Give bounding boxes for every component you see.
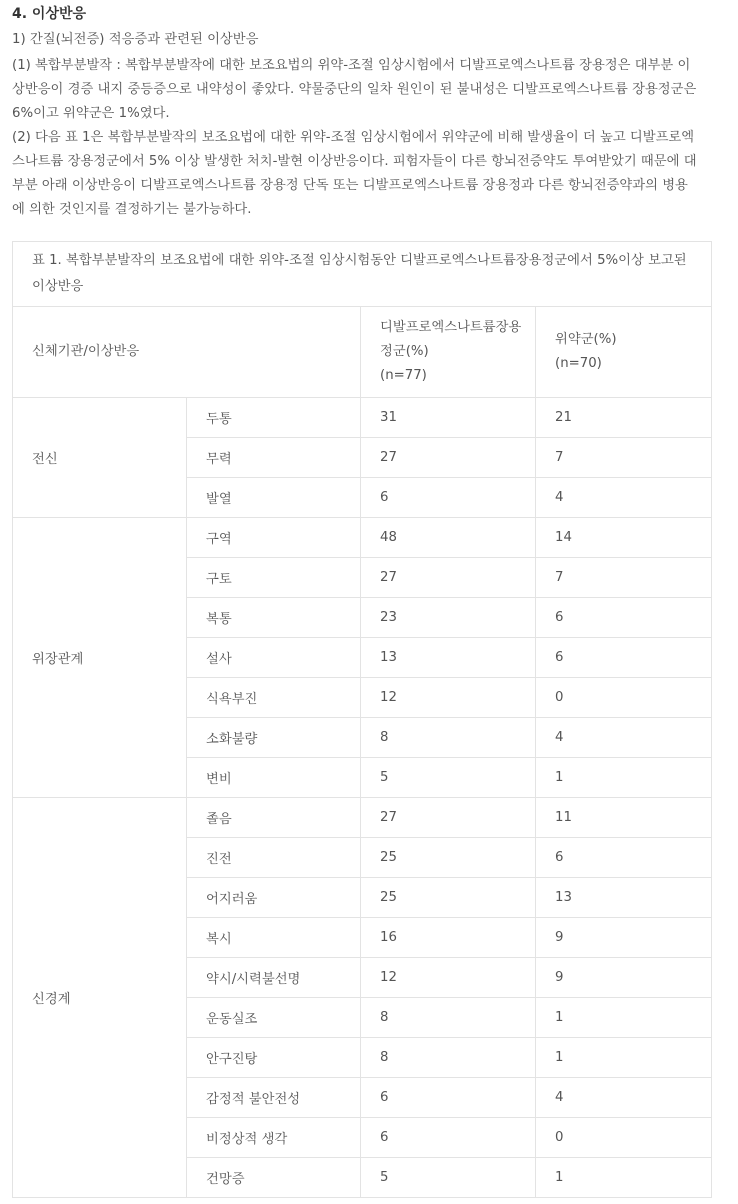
document-body <box>0 0 738 222</box>
drug-value-cell: 27 <box>361 558 536 598</box>
section-title: 4. 이상반응 <box>12 6 87 22</box>
reaction-name-cell: 복통 <box>187 598 361 638</box>
placebo-value-cell: 1 <box>536 1038 712 1078</box>
drug-value-cell: 12 <box>361 958 536 998</box>
reaction-name-cell: 안구진탕 <box>187 1038 361 1078</box>
drug-value-cell: 6 <box>361 478 536 518</box>
placebo-value-cell: 1 <box>536 758 712 798</box>
reaction-name-cell: 무력 <box>187 438 361 478</box>
drug-value-cell: 5 <box>361 758 536 798</box>
placebo-value-cell: 0 <box>536 1118 712 1158</box>
reaction-name-cell: 발열 <box>187 478 361 518</box>
drug-value-cell: 27 <box>361 798 536 838</box>
drug-value-cell: 16 <box>361 918 536 958</box>
placebo-value-cell: 1 <box>536 998 712 1038</box>
paragraph-2-line-2: 스나트륨 장용정군에서 5% 이상 발생한 처치-발현 이상반응이다. 피험자들이 다른 항뇌전증약도 투여받았기 때문에 대 <box>12 154 697 169</box>
placebo-value-cell: 21 <box>536 398 712 438</box>
paragraph-2-line-1: (2) 다음 표 1은 복합부분발작의 보조요법에 대한 위약-조절 임상시험에서 위약군에 비해 발생율이 더 높고 디발프로엑 <box>12 130 695 145</box>
drug-value-cell: 8 <box>361 718 536 758</box>
table-row <box>13 798 712 838</box>
header-placebo-line-2: (n=70) <box>555 356 602 371</box>
reaction-name-cell: 구역 <box>187 518 361 558</box>
placebo-value-cell: 6 <box>536 838 712 878</box>
placebo-value-cell: 11 <box>536 798 712 838</box>
header-drug-group <box>361 307 536 398</box>
category-cell: 신경계 <box>13 798 187 1198</box>
subsection-title: 1) 간질(뇌전증) 적응증과 관련된 이상반응 <box>12 32 259 47</box>
paragraph-1-line-1: (1) 복합부분발작 : 복합부분발작에 대한 보조요법의 위약-조절 임상시험에서 디발프로엑스나트륨 장용정은 대부분 이 <box>12 58 691 73</box>
placebo-value-cell: 7 <box>536 558 712 598</box>
drug-value-cell: 6 <box>361 1078 536 1118</box>
paragraph-2-line-3: 부분 아래 이상반응이 디발프로엑스나트륨 장용정 단독 또는 디발프로엑스나트륨 장용정과 다른 항뇌전증약과의 병용 <box>12 178 688 193</box>
placebo-value-cell: 6 <box>536 598 712 638</box>
placebo-value-cell: 4 <box>536 478 712 518</box>
reaction-name-cell: 소화불량 <box>187 718 361 758</box>
drug-value-cell: 31 <box>361 398 536 438</box>
placebo-value-cell: 6 <box>536 638 712 678</box>
header-body-system: 신체기관/이상반응 <box>13 307 361 398</box>
reaction-name-cell: 복시 <box>187 918 361 958</box>
reaction-name-cell: 약시/시력불선명 <box>187 958 361 998</box>
drug-value-cell: 25 <box>361 878 536 918</box>
paragraph-2-line-4: 에 의한 것인지를 결정하기는 불가능하다. <box>12 202 252 217</box>
placebo-value-cell: 4 <box>536 1078 712 1118</box>
table-row <box>13 518 712 558</box>
header-drug-line-3: (n=77) <box>380 368 427 383</box>
drug-value-cell: 12 <box>361 678 536 718</box>
header-placebo-group <box>536 307 712 398</box>
reaction-name-cell: 비정상적 생각 <box>187 1118 361 1158</box>
table-row <box>13 398 712 438</box>
drug-value-cell: 6 <box>361 1118 536 1158</box>
placebo-value-cell: 9 <box>536 958 712 998</box>
reaction-name-cell: 졸음 <box>187 798 361 838</box>
reaction-name-cell: 운동실조 <box>187 998 361 1038</box>
paragraph-1-line-2: 상반응이 경증 내지 중등증으로 내약성이 좋았다. 약물중단의 일차 원인이 된 불내성은 디발프로엑스나트륨 장용정군은 <box>12 82 697 97</box>
drug-value-cell: 27 <box>361 438 536 478</box>
paragraph-1-line-3: 6%이고 위약군은 1%였다. <box>12 106 170 121</box>
reaction-name-cell: 두통 <box>187 398 361 438</box>
drug-value-cell: 48 <box>361 518 536 558</box>
placebo-value-cell: 1 <box>536 1158 712 1198</box>
placebo-value-cell: 14 <box>536 518 712 558</box>
reaction-name-cell: 감정적 불안전성 <box>187 1078 361 1118</box>
reaction-name-cell: 건망증 <box>187 1158 361 1198</box>
header-drug-line-1: 디발프로엑스나트륨장용 <box>380 320 522 335</box>
drug-value-cell: 5 <box>361 1158 536 1198</box>
placebo-value-cell: 0 <box>536 678 712 718</box>
category-cell: 위장관계 <box>13 518 187 798</box>
table-caption-line-2: 이상반응 <box>32 279 84 294</box>
reaction-name-cell: 설사 <box>187 638 361 678</box>
placebo-value-cell: 4 <box>536 718 712 758</box>
reaction-name-cell: 어지러움 <box>187 878 361 918</box>
drug-value-cell: 23 <box>361 598 536 638</box>
table-caption <box>13 242 712 307</box>
placebo-value-cell: 9 <box>536 918 712 958</box>
category-cell: 전신 <box>13 398 187 518</box>
reaction-name-cell: 식욕부진 <box>187 678 361 718</box>
drug-value-cell: 8 <box>361 1038 536 1078</box>
drug-value-cell: 13 <box>361 638 536 678</box>
header-drug-line-2: 정군(%) <box>380 344 429 359</box>
reaction-name-cell: 구토 <box>187 558 361 598</box>
adverse-reaction-table <box>12 241 712 1198</box>
reaction-name-cell: 진전 <box>187 838 361 878</box>
reaction-name-cell: 변비 <box>187 758 361 798</box>
placebo-value-cell: 7 <box>536 438 712 478</box>
drug-value-cell: 8 <box>361 998 536 1038</box>
placebo-value-cell: 13 <box>536 878 712 918</box>
table-caption-line-1: 표 1. 복합부분발작의 보조요법에 대한 위약-조절 임상시험동안 디발프로엑스나트륨장용정군에서 5%이상 보고된 <box>32 253 687 268</box>
drug-value-cell: 25 <box>361 838 536 878</box>
header-placebo-line-1: 위약군(%) <box>555 332 617 347</box>
